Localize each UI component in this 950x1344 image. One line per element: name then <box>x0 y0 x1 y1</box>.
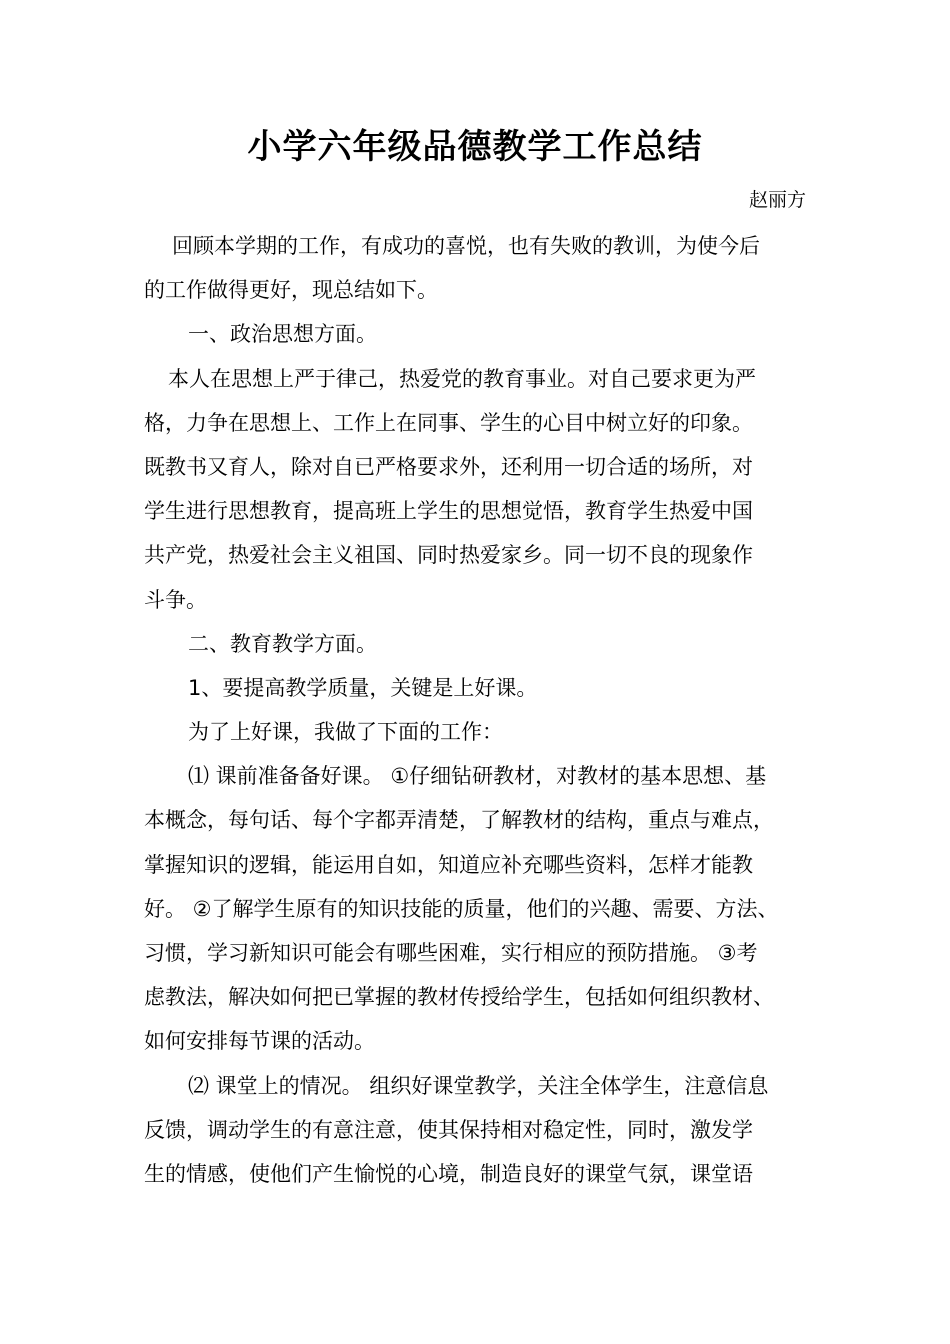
text-line: 格，力争在思想上、工作上在同事、学生的心目中树立好的印象。 <box>144 410 753 435</box>
text-line: 回顾本学期的工作，有成功的喜悦，也有失败的教训，为使今后 <box>172 234 760 258</box>
text-line: 的工作做得更好，现总结如下。 <box>144 278 438 303</box>
text-line: 如何安排每节课的活动。 <box>144 1029 375 1054</box>
text-line: 学生进行思想教育，提高班上学生的思想觉悟，教育学生热爱中国 <box>144 499 753 524</box>
document-author: 赵丽方 <box>748 189 806 211</box>
text-line: 习惯，学习新知识可能会有哪些困难，实行相应的预防措施。 ③考 <box>144 941 758 965</box>
document-title: 小学六年级品德教学工作总结 <box>247 127 703 167</box>
text-line: 既教书又育人，除对自已严格要求外，还利用一切合适的场所，对 <box>144 454 753 479</box>
text-line: 二、教育教学方面。 <box>188 631 377 656</box>
text-line: 生的情感，使他们产生愉悦的心境，制造良好的课堂气氛，课堂语 <box>144 1161 753 1186</box>
text-line: 为了上好课，我做了下面的工作： <box>188 720 503 745</box>
text-line: 共产党，热爱社会主义祖国、同时热爱家乡。同一切不良的现象作 <box>144 543 753 568</box>
text-line: 一、政治思想方面。 <box>188 322 377 347</box>
text-line: ⑵ 课堂上的情况。 组织好课堂教学，关注全体学生，注意信息 <box>188 1073 769 1098</box>
text-line: 掌握知识的逻辑，能运用自如，知道应补充哪些资料，怎样才能教 <box>144 852 753 877</box>
text-line: 本人在思想上严于律己，热爱党的教育事业。对自己要求更为严 <box>168 366 756 391</box>
text-line: 反馈，调动学生的有意注意，使其保持相对稳定性，同时，激发学 <box>144 1117 753 1142</box>
text-line: ⑴ 课前准备备好课。 ①仔细钻研教材，对教材的基本思想、基 <box>188 764 767 789</box>
document-body <box>144 224 812 1196</box>
text-line: 本概念，每句话、每个字都弄清楚，了解教材的结构，重点与难点， <box>144 808 774 833</box>
text-line: 1、要提高教学质量，关键是上好课。 <box>188 675 538 700</box>
text-line: 好。 ②了解学生原有的知识技能的质量，他们的兴趣、需要、方法、 <box>144 896 779 921</box>
text-line: 虑教法，解决如何把已掌握的教材传授给学生，包括如何组织教材、 <box>144 985 774 1010</box>
text-line: 斗争。 <box>144 587 207 612</box>
